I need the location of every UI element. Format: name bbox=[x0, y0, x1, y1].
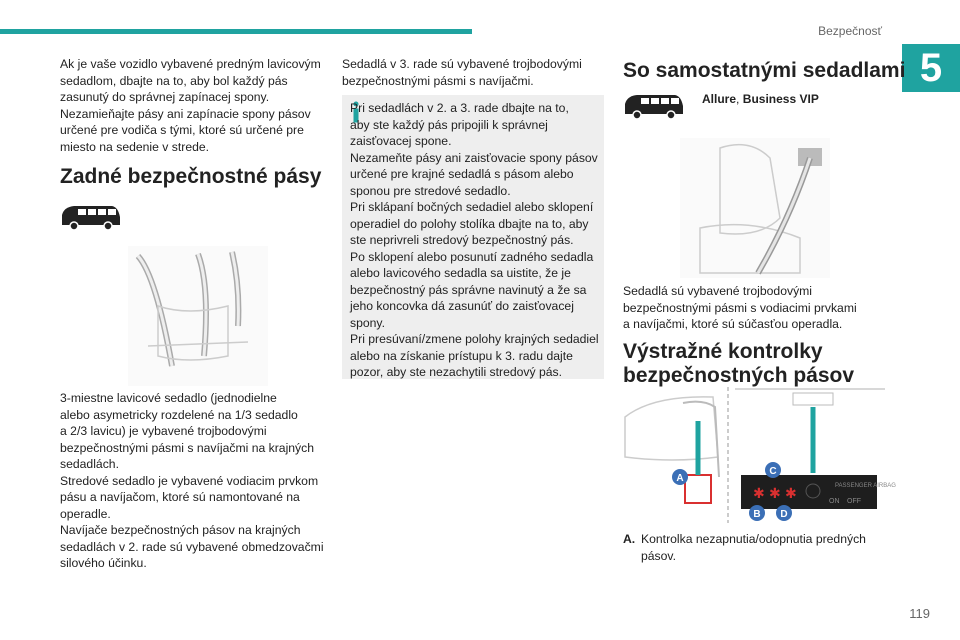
on-label: ON bbox=[829, 498, 840, 505]
col1-heading: Zadné bezpečnostné pásy bbox=[60, 165, 322, 188]
seatbelt-lamps bbox=[753, 485, 797, 501]
col3-body-1: Sedadlá sú vybavené trojbodovými bezpečnostnými pásmi s vodiacimi prvkami a navíjačmi, ktoré sú súčasťou operadla. bbox=[623, 284, 857, 331]
section-title: Bezpečnosť bbox=[818, 24, 882, 38]
item-a-letter: A. bbox=[623, 532, 636, 546]
version-list bbox=[702, 91, 819, 108]
van-icon-2 bbox=[623, 92, 685, 120]
col3-heading-1: So samostatnými sedadlami bbox=[623, 59, 906, 82]
van-icon bbox=[60, 203, 122, 231]
rear-seatbelt-illustration bbox=[128, 246, 268, 386]
col3-heading-2: Výstražné kontrolky bezpečnostných pásov bbox=[623, 340, 855, 387]
callout-a: A bbox=[676, 473, 684, 484]
col2-intro: Sedadlá v 3. rade sú vybavené trojbodovými bezpečnostnými pásmi s navíjačmi. bbox=[342, 57, 582, 88]
front-seatbelt-illustration bbox=[680, 138, 830, 278]
chapter-tab: 5 bbox=[902, 44, 960, 92]
version-separator: , bbox=[736, 92, 743, 106]
airbag-label: PASSENGER AIRBAG bbox=[835, 483, 896, 489]
version-business-vip: Business VIP bbox=[742, 92, 819, 106]
callout-b: B bbox=[753, 509, 761, 520]
svg-text:✱: ✱ bbox=[769, 485, 781, 501]
off-label: OFF bbox=[847, 498, 861, 505]
col1-intro: Ak je vaše vozidlo vybavené predným lavicovým sedadlom, dbajte na to, aby bol každý pás zasunutý do správnej zapínacej spony. Nezamieňajte pásy ani zapínacie spony pásov určené pre vodiča s tými, ktoré sú určené pre miesto na sedenie v strede. bbox=[60, 57, 321, 154]
item-a-text: Kontrolka nezapnutia/odopnutia predných pásov. bbox=[641, 532, 866, 563]
callout-c: C bbox=[769, 466, 777, 477]
svg-text:✱: ✱ bbox=[785, 485, 797, 501]
note-text: Pri sedadlách v 2. a 3. rade dbajte na to, aby ste každý pás pripojili k správnej zaisťovacej spone. Nezameňte pásy ani zaisťovacie spony pásov určené pre krajné sedadlá s pásom alebo sponou pre stredové sedadlo. Pri sklápaní bočných sedadiel alebo sklopení operadiel do polohy stolíka dbajte na to, aby ste neprivreli stredový bezpečnostný pás. Po sklopení alebo posunutí zadného sedadla alebo lavicového sedadla sa uistite, že je bezpečnostný pás správne navinutý a že sa jeho koncovka dá zasunúť do zaisťovacej spony. Pri presúvaní/zmene polohy krajných sedadiel alebo na získanie prístupu k 3. radu dajte pozor, aby ste nezachytili stredový pás. bbox=[350, 101, 599, 379]
header-accent-bar bbox=[0, 29, 472, 34]
warning-lamps-illustration bbox=[623, 387, 896, 523]
note-box bbox=[342, 95, 604, 379]
svg-text:✱: ✱ bbox=[753, 485, 765, 501]
callout-d: D bbox=[780, 509, 788, 520]
version-allure: Allure bbox=[702, 92, 737, 106]
page-number: 119 bbox=[909, 606, 930, 621]
col1-body: 3-miestne lavicové sedadlo (jednodielne alebo asymetricky rozdelené na 1/3 sedadlo a 2/3 lavicu) je vybavené trojbodovými bezpečnostnými pásmi s navíjačmi na krajných sedadlách. Stredové sedadlo je vybavené vodiacim prvkom pásu a navíjačom, ktoré sú namontované na operadle. Navíjače bezpečnostných pásov na krajných sedadlách v 2. rade sú vybavené obmedzovačmi silového účinku. bbox=[60, 391, 324, 570]
